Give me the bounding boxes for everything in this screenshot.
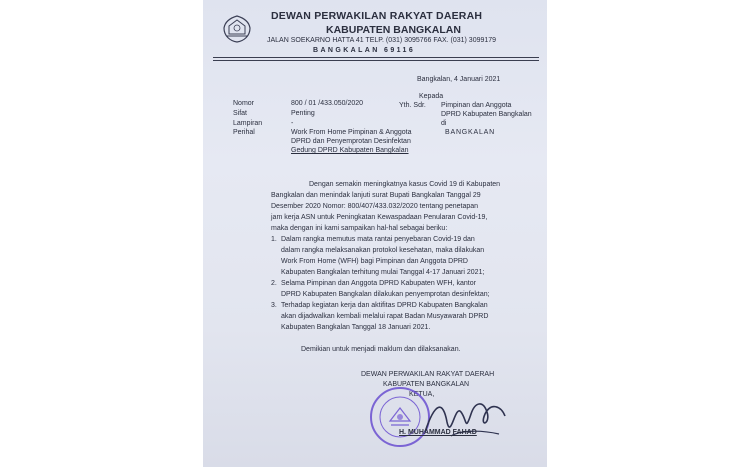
lampiran-value: - xyxy=(291,120,294,127)
item-line: Terhadap kegiatan kerja dan aktifitas DPRD Kabupaten Bangkalan xyxy=(281,302,488,309)
nomor-value: 800 / 01 /433.050/2020 xyxy=(291,100,364,107)
regency-crest-icon xyxy=(220,14,254,44)
letter-page xyxy=(203,0,547,467)
sifat-label: Sifat xyxy=(233,110,248,117)
intro-line: Dengan semakin meningkatnya kasus Covid 19 di Kabupaten xyxy=(309,181,501,188)
item-number: 2. xyxy=(271,280,277,287)
recipient-yth: Yth. Sdr. xyxy=(399,102,426,109)
letterhead-address: JALAN SOEKARNO HATTA 41 TELP. (031) 3095766 FAX. (031) 3099179 xyxy=(267,37,497,44)
item-line: Work From Home (WFH) bagi Pimpinan dan Anggota DPRD xyxy=(281,258,468,265)
intro-line: maka dengan ini kami sampaikan hal-hal sebagai beriku: xyxy=(271,225,448,232)
letterhead-rule-thin xyxy=(213,60,539,61)
item-number: 1. xyxy=(271,236,277,243)
recipient-kepada: Kepada xyxy=(419,93,444,100)
letterhead-rule xyxy=(213,57,539,58)
closing-line: Demikian untuk menjadi maklum dan dilaksanakan. xyxy=(301,346,461,353)
date-line: Bangkalan, 4 Januari 2021 xyxy=(417,76,501,83)
intro-line: Desember 2020 Nomor: 800/407/433.032/2020 tentang penetapan xyxy=(271,203,479,210)
perihal-line1: Work From Home Pimpinan & Anggota xyxy=(291,129,412,136)
item-line: Kabupaten Bangkalan terhitung mulai Tanggal 4-17 Januari 2021; xyxy=(281,269,485,276)
perihal-line3: Gedung DPRD Kabupaten Bangkalan xyxy=(291,147,409,154)
signature-institution: DEWAN PERWAKILAN RAKYAT DAERAH xyxy=(361,371,495,378)
letterhead-institution: DEWAN PERWAKILAN RAKYAT DAERAH xyxy=(271,10,483,22)
nomor-label: Nomor xyxy=(233,100,255,107)
item-line: dalam rangka melaksanakan protokol kesehatan, maka dilakukan xyxy=(281,247,485,254)
recipient-di: di xyxy=(441,120,447,127)
signatory-name: H. MUHAMMAD FAHAD xyxy=(399,429,477,436)
item-line: DPRD Kabupaten Bangkalan dilakukan penyemprotan desinfektan; xyxy=(281,291,490,298)
item-line: akan dijadwalkan kembali melalui rapat Badan Musyawarah DPRD xyxy=(281,313,489,320)
recipient-line1: Pimpinan dan Anggota xyxy=(441,102,512,109)
recipient-place: BANGKALAN xyxy=(445,129,495,136)
signature-regency: KABUPATEN BANGKALAN xyxy=(383,381,470,388)
recipient-line2: DPRD Kabupaten Bangkalan xyxy=(441,111,532,118)
perihal-label: Perihal xyxy=(233,129,255,136)
letterhead-regency: KABUPATEN BANGKALAN xyxy=(326,24,461,36)
sifat-value: Penting xyxy=(291,110,315,117)
lampiran-label: Lampiran xyxy=(233,120,263,127)
letterhead-city: BANGKALAN 69116 xyxy=(313,47,416,54)
signature-title: KETUA, xyxy=(409,391,435,398)
item-number: 3. xyxy=(271,302,277,309)
item-line: Selama Pimpinan dan Anggota DPRD Kabupaten WFH, kantor xyxy=(281,280,476,287)
handwritten-signature-icon xyxy=(421,392,511,447)
intro-line: jam kerja ASN untuk Peningkatan Kewaspadaan Penularan Covid-19, xyxy=(271,214,488,221)
item-line: Kabupaten Bangkalan Tanggal 18 Januari 2021. xyxy=(281,324,431,331)
item-line: Dalam rangka memutus mata rantai penyebaran Covid-19 dan xyxy=(281,236,475,243)
intro-line: Bangkalan dan menindak lanjuti surat Bupati Bangkalan Tanggal 29 xyxy=(271,192,481,199)
perihal-line2: DPRD dan Penyemprotan Desinfektan xyxy=(291,138,411,145)
